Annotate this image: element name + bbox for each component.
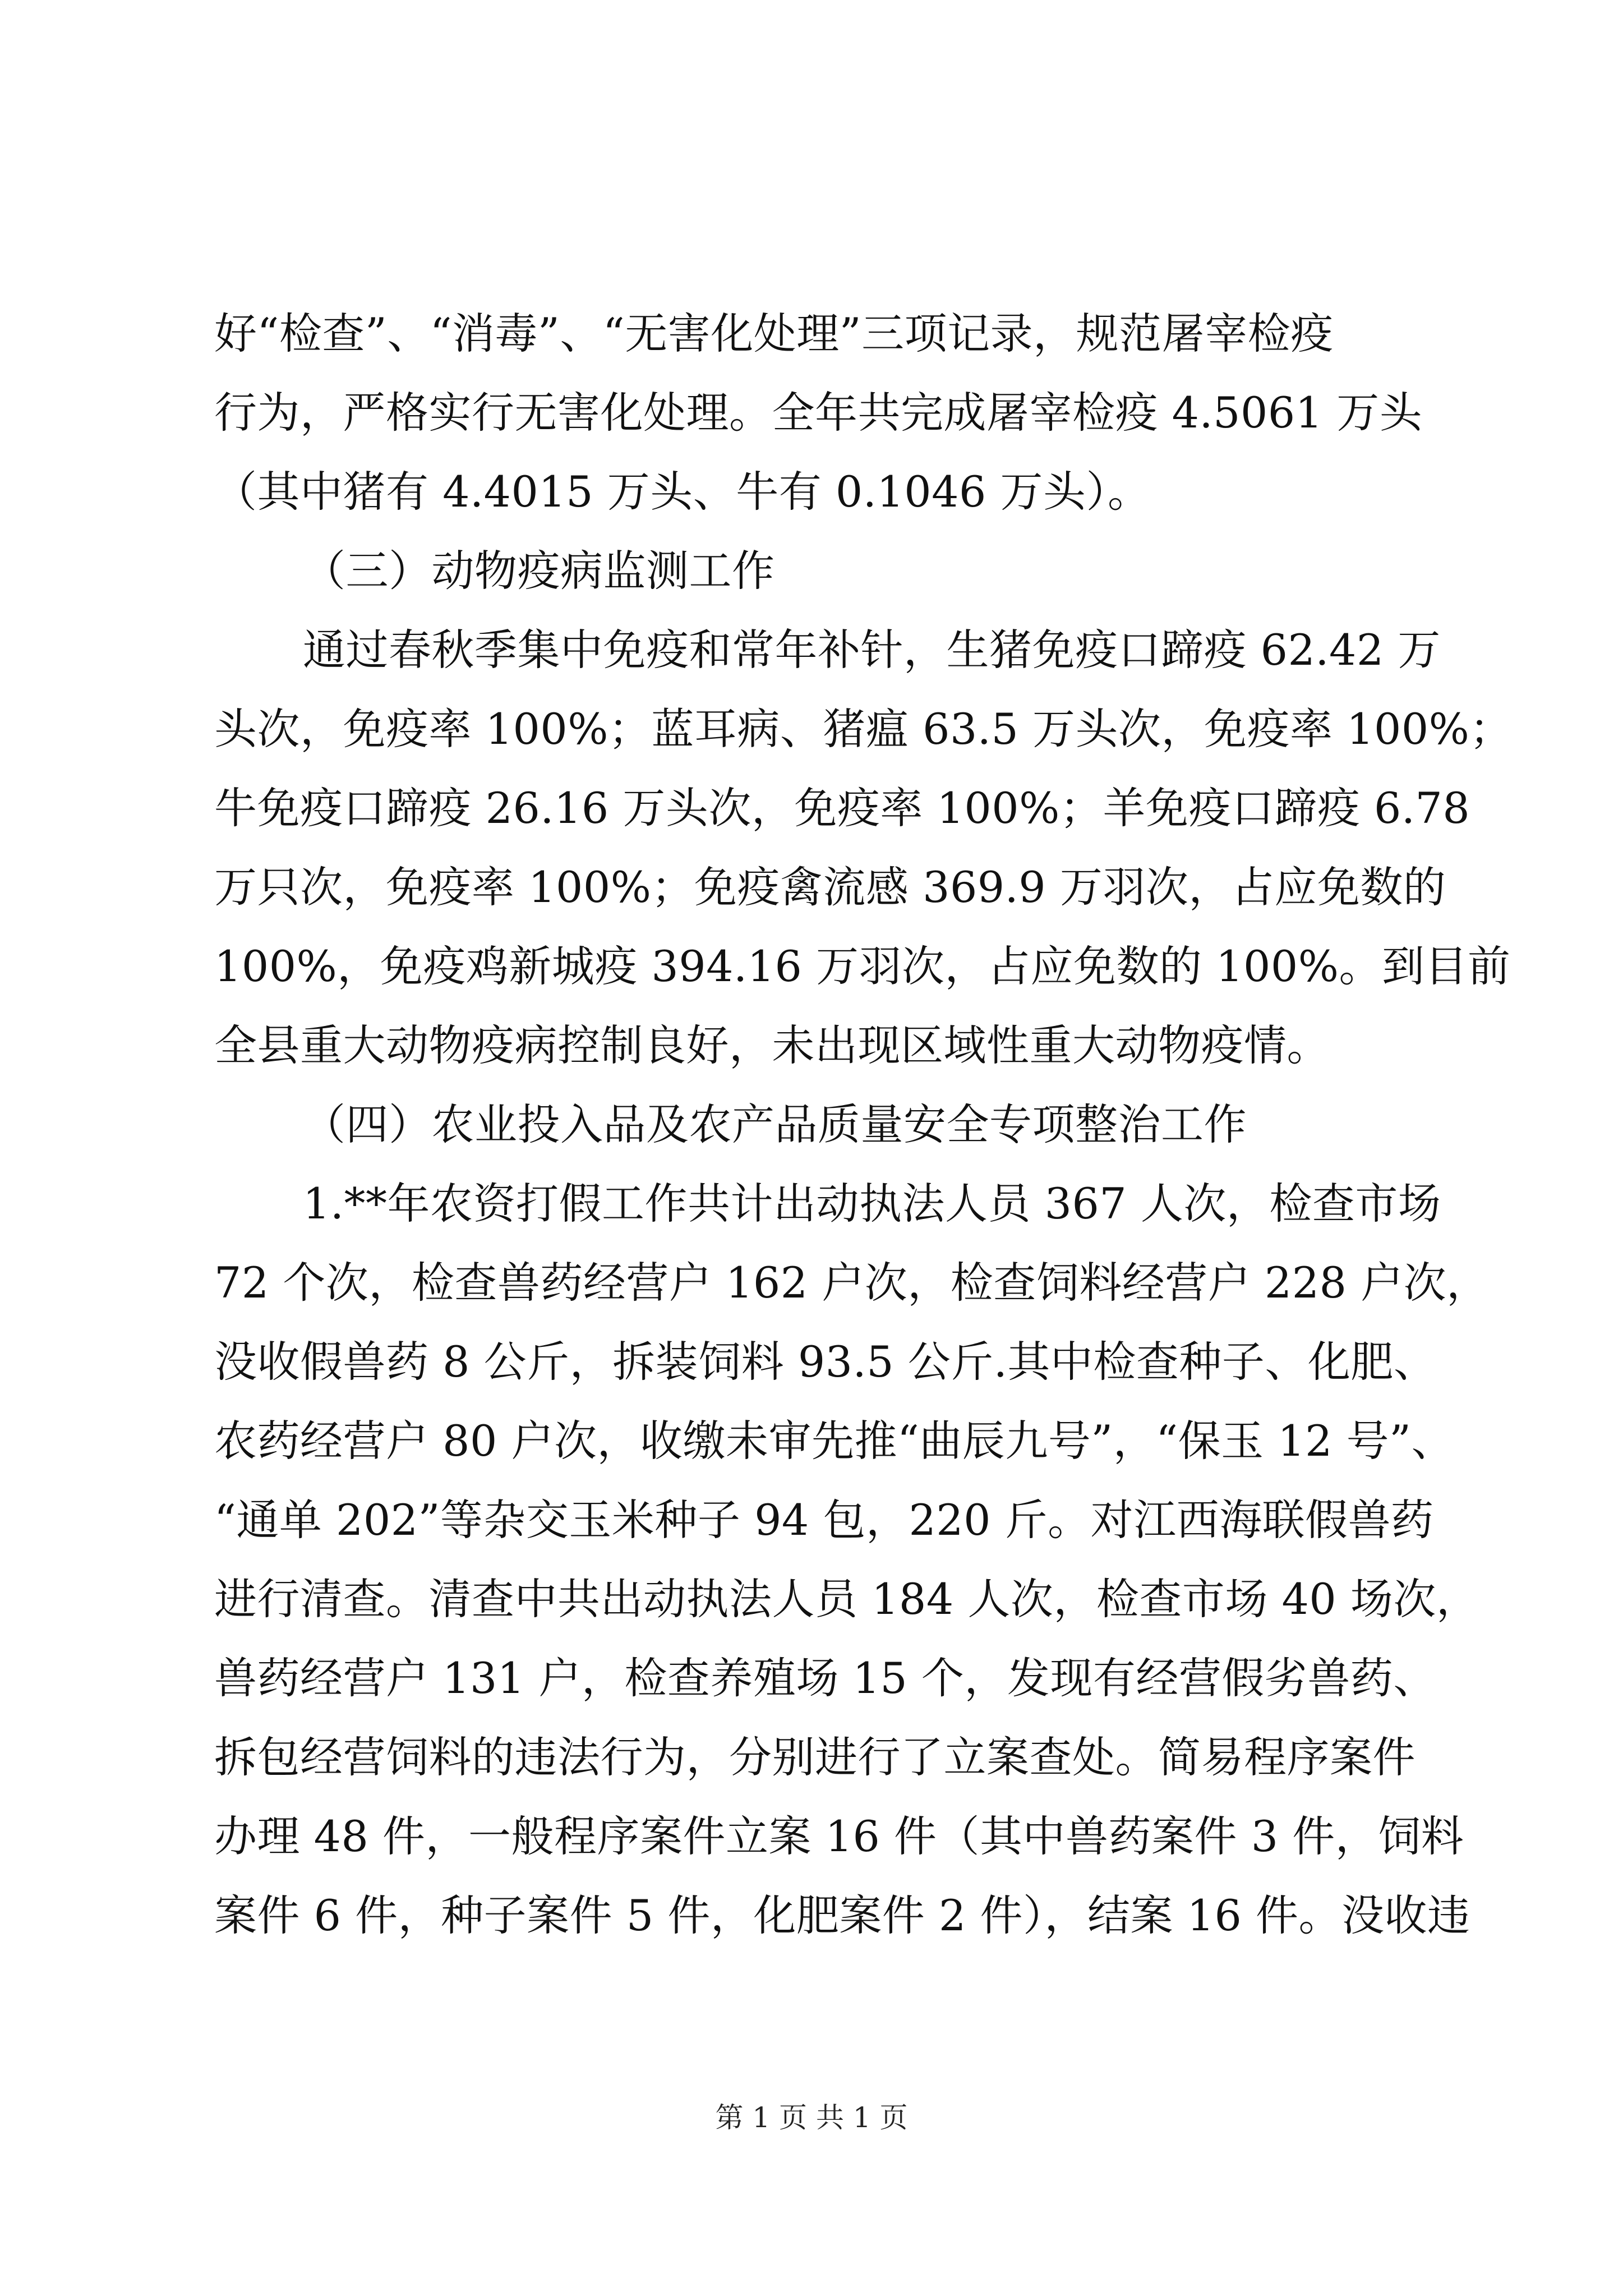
body-line: 1.**年农资打假工作共计出动执法人员 367 人次，检查市场	[303, 1179, 1441, 1228]
body-line: 没收假兽药 8 公斤，拆装饲料 93.5 公斤.其中检查种子、化肥、	[214, 1337, 1437, 1387]
body-line: 通过春秋季集中免疫和常年补针，生猪免疫口蹄疫 62.42 万	[303, 625, 1441, 675]
body-line: （其中猪有 4.4015 万头、牛有 0.1046 万头）。	[214, 467, 1151, 517]
section-heading: （三）动物疫病监测工作	[303, 546, 775, 596]
body-line: “通单 202”等杂交玉米种子 94 包，220 斤。对江西海联假兽药	[214, 1495, 1434, 1545]
body-line: 进行清查。清查中共出动执法人员 184 人次，检查市场 40 场次，	[214, 1574, 1479, 1624]
section-heading: （四）农业投入品及农产品质量安全专项整治工作	[303, 1099, 1247, 1149]
body-line: 案件 6 件，种子案件 5 件，化肥案件 2 件），结案 16 件。没收违	[214, 1890, 1470, 1940]
body-line: 全县重大动物疫病控制良好，未出现区域性重大动物疫情。	[214, 1020, 1330, 1070]
body-line: 办理 48 件，一般程序案件立案 16 件（其中兽药案件 3 件，饲料	[214, 1811, 1464, 1861]
body-line: 万只次，免疫率 100%；免疫禽流感 369.9 万羽次，占应免数的	[214, 862, 1446, 912]
body-line: 100%，免疫鸡新城疫 394.16 万羽次，占应免数的 100%。到目前	[214, 941, 1511, 991]
body-line: 农药经营户 80 户次，收缴未审先推“曲辰九号”，“保玉 12 号”、	[214, 1416, 1454, 1466]
body-line: 牛免疫口蹄疫 26.16 万头次，免疫率 100%；羊免疫口蹄疫 6.78	[214, 783, 1470, 833]
body-line: 头次，免疫率 100%；蓝耳病、猪瘟 63.5 万头次，免疫率 100%；	[214, 704, 1513, 754]
body-line: 行为，严格实行无害化处理。全年共完成屠宰检疫 4.5061 万头	[214, 388, 1423, 438]
body-line: 72 个次，检查兽药经营户 162 户次，检查饲料经营户 228 户次，	[214, 1258, 1490, 1308]
body-line: 好“检查”、“消毒”、“无害化处理”三项记录，规范屠宰检疫	[214, 309, 1334, 358]
page-footer: 第 1 页 共 1 页	[715, 2101, 908, 2134]
body-line: 拆包经营饲料的违法行为，分别进行了立案查处。简易程序案件	[214, 1732, 1415, 1782]
body-line: 兽药经营户 131 户，检查养殖场 15 个，发现有经营假劣兽药、	[214, 1653, 1436, 1703]
